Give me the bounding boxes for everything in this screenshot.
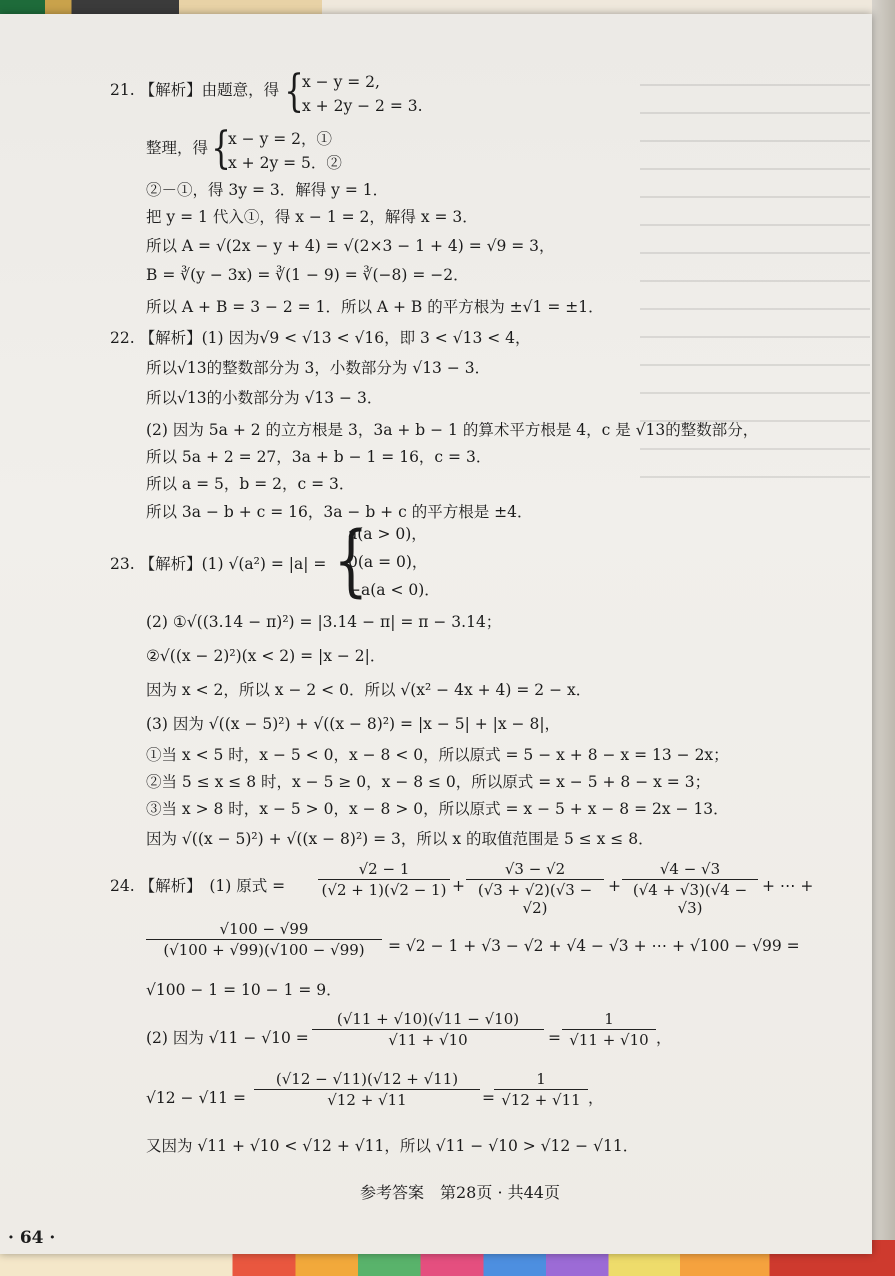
q24-f4-denominator: (√100 + √99)(√100 − √99): [163, 941, 365, 959]
q24-comma-1: ，: [656, 1029, 672, 1047]
q21-line-5: 所以 A = √(2x − y + 4) = √(2×3 − 1 + 4) = √9 = 3，: [146, 237, 555, 255]
q24-equals-2: =: [482, 1089, 495, 1107]
page-footer: 参考答案 第28页 · 共44页: [360, 1183, 560, 1202]
q24-f1-denominator: (√2 + 1)(√2 − 1): [321, 881, 447, 899]
q24-part2-label: (2) 因为 √11 − √10 =: [146, 1029, 309, 1047]
q22-line-6: 所以 a = 5，b = 2，c = 3．: [146, 475, 355, 493]
q22-line-7: 所以 3a − b + c = 16，3a − b + c 的平方根是 ±4．: [146, 503, 533, 521]
q23-line-2: (2) ①√((3.14 − π)²) = |3.14 − π| = π − 3.14；: [146, 613, 502, 631]
q24-f6-numerator: 1: [562, 1010, 656, 1030]
bleed-through-text: [640, 84, 870, 504]
q24-f4-numerator: √100 − √99: [146, 920, 382, 940]
q23-line-3: ②√((x − 2)²)(x < 2) = |x − 2|．: [146, 647, 386, 665]
q23-line-7: ②当 5 ≤ x ≤ 8 时，x − 5 ≥ 0，x − 8 ≤ 0，所以原式 = x − 5 + 8 − x = 3；: [146, 773, 711, 791]
q24-f8-denominator: √12 + √11: [501, 1091, 581, 1109]
q24-f8-numerator: 1: [494, 1070, 588, 1090]
page-number: · 64 ·: [8, 1228, 56, 1248]
q24-fraction-5: [312, 1010, 544, 1049]
q24-line-3: √100 − 1 = 10 − 1 = 9．: [146, 981, 342, 999]
q21-system2-eq1: x − y = 2，①: [228, 130, 333, 148]
q24-fraction-2: [466, 860, 604, 917]
q22-line-3: 所以√13的小数部分为 √13 − 3．: [146, 389, 383, 407]
q21-system1-eq1: x − y = 2,: [302, 73, 380, 91]
q24-plus-2: +: [608, 877, 621, 895]
q24-f3-denominator: (√4 + √3)(√4 − √3): [632, 881, 748, 917]
q24-fraction-4: [146, 920, 382, 959]
q24-equals-1: =: [548, 1029, 561, 1047]
q24-line-2: = √2 − 1 + √3 − √2 + √4 − √3 + ⋯ + √100 − √99 =: [388, 937, 800, 955]
q21-heading: 21. 【解析】由题意，得: [110, 81, 280, 99]
q23-case-3: −a(a < 0)．: [348, 581, 440, 599]
q24-fraction-1: [318, 860, 450, 899]
book-spine-edge: [872, 0, 895, 1276]
q24-comma-2: ，: [588, 1089, 604, 1107]
q24-f3-numerator: √4 − √3: [622, 860, 758, 880]
q22-line-5: 所以 5a + 2 = 27，3a + b − 1 = 16，c = 3．: [146, 448, 492, 466]
q24-f6-denominator: √11 + √10: [569, 1031, 649, 1049]
q21-simplify-label: 整理，得: [146, 139, 209, 157]
q24-f2-denominator: (√3 + √2)(√3 − √2): [477, 881, 593, 917]
q21-system1-eq2: x + 2y − 2 = 3.: [302, 97, 423, 115]
answer-page: [0, 14, 872, 1254]
q23-line-8: ③当 x > 8 时，x − 5 > 0，x − 8 > 0，所以原式 = x − 5 + x − 8 = 2x − 13．: [146, 800, 729, 818]
q24-f2-numerator: √3 − √2: [466, 860, 604, 880]
q24-heading: 24. 【解析】 (1) 原式 =: [110, 877, 286, 895]
q24-fraction-8: [494, 1070, 588, 1109]
q23-line-9: 因为 √((x − 5)²) + √((x − 8)²) = 3，所以 x 的取值范围是 5 ≤ x ≤ 8．: [146, 830, 654, 848]
q24-f5-denominator: √11 + √10: [388, 1031, 468, 1049]
q24-fraction-3: [622, 860, 758, 917]
q23-line-5: (3) 因为 √((x − 5)²) + √((x − 8)²) = |x − 5| + |x − 8|，: [146, 715, 561, 733]
q21-brace-1: {: [284, 66, 304, 117]
q23-brace: {: [333, 516, 369, 606]
q22-line-2: 所以√13的整数部分为 3，小数部分为 √13 − 3．: [146, 359, 491, 377]
q24-part3-label: √12 − √11 =: [146, 1089, 246, 1107]
q21-brace-2: {: [211, 123, 231, 174]
q24-plus-1: +: [452, 877, 465, 895]
q23-line-6: ①当 x < 5 时，x − 5 < 0，x − 8 < 0，所以原式 = 5 − x + 8 − x = 13 − 2x；: [146, 746, 729, 764]
q24-f1-numerator: √2 − 1: [318, 860, 450, 880]
q21-line-3: ②－①，得 3y = 3．解得 y = 1．: [146, 181, 389, 199]
q23-heading: 23. 【解析】(1) √(a²) = |a| =: [110, 555, 327, 573]
q24-fraction-7: [254, 1070, 480, 1109]
q23-case-2: 0(a = 0)，: [348, 553, 428, 571]
q24-f7-denominator: √12 + √11: [327, 1091, 407, 1109]
q24-ellipsis-plus: + ⋯ +: [762, 877, 814, 895]
q21-line-4: 把 y = 1 代入①，得 x − 1 = 2，解得 x = 3．: [146, 208, 478, 226]
q23-case-1: a(a > 0)，: [348, 525, 427, 543]
q24-f5-numerator: (√11 + √10)(√11 − √10): [312, 1010, 544, 1030]
q21-line-7: 所以 A + B = 3 − 2 = 1．所以 A + B 的平方根为 ±√1 = ±1．: [146, 298, 604, 316]
q21-system2-eq2: x + 2y = 5．②: [228, 154, 342, 172]
q24-fraction-6: [562, 1010, 656, 1049]
q24-final-line: 又因为 √11 + √10 < √12 + √11，所以 √11 − √10 > √12 − √11．: [146, 1137, 639, 1155]
q24-f7-numerator: (√12 − √11)(√12 + √11): [254, 1070, 480, 1090]
q21-line-6: B = ∛(y − 3x) = ∛(1 − 9) = ∛(−8) = −2．: [146, 266, 469, 284]
q22-line-4: (2) 因为 5a + 2 的立方根是 3，3a + b − 1 的算术平方根是 4，c 是 √13的整数部分，: [146, 421, 759, 439]
q22-line-1: 22. 【解析】(1) 因为√9 < √13 < √16，即 3 < √13 < 4，: [110, 329, 531, 347]
q23-line-4: 因为 x < 2，所以 x − 2 < 0．所以 √(x² − 4x + 4) = 2 − x．: [146, 681, 592, 699]
